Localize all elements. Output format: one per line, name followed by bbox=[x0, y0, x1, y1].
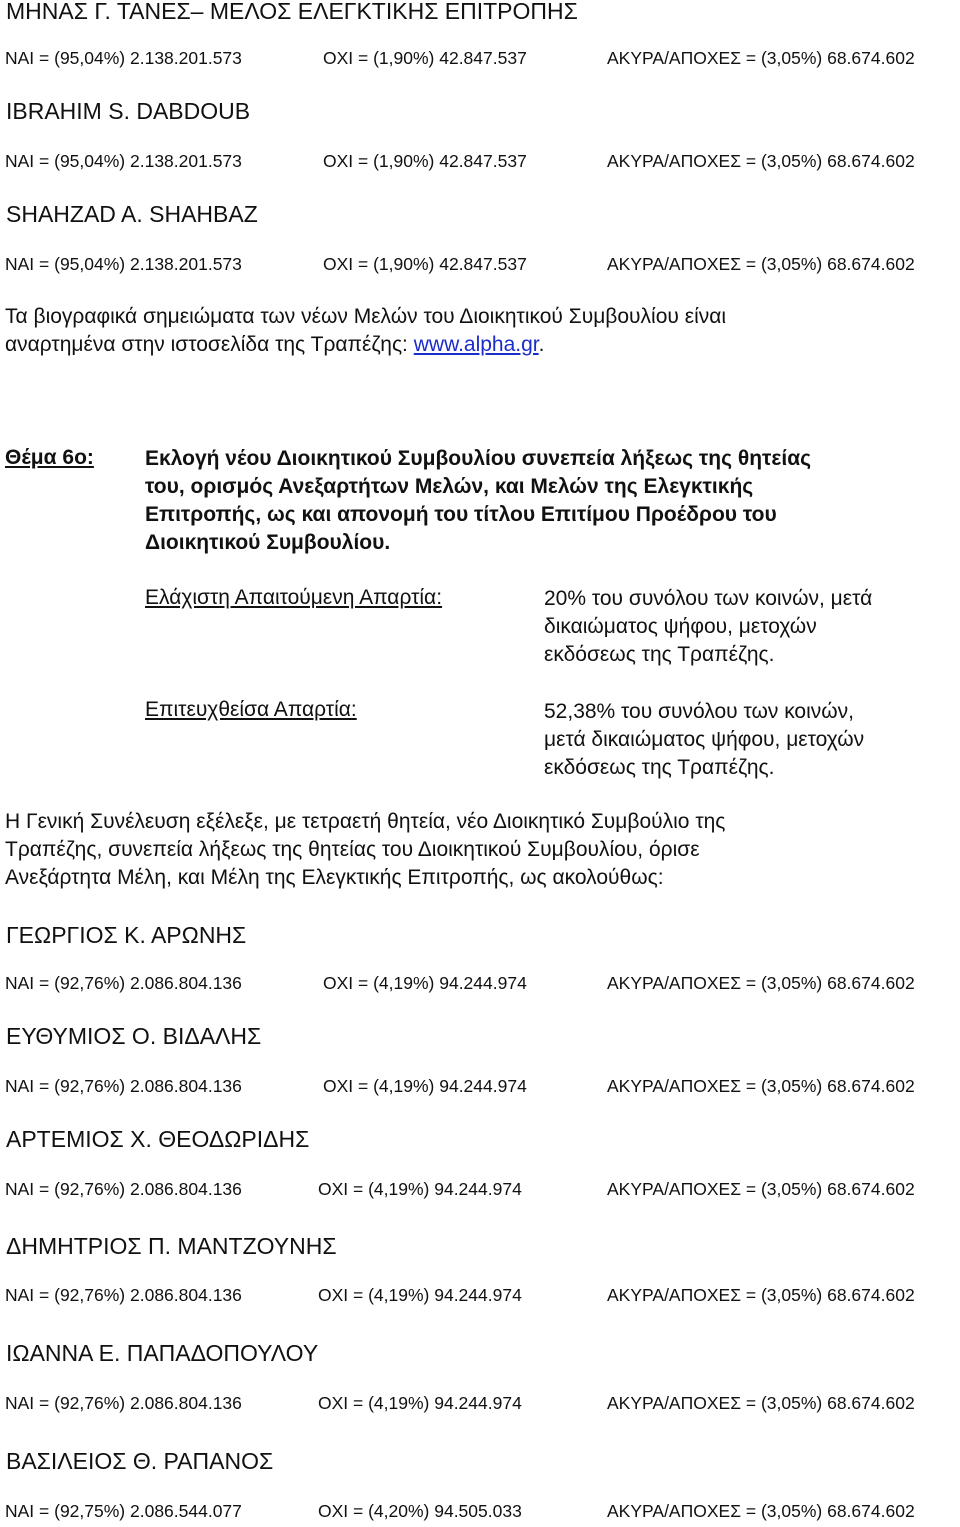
achieved-quorum-value: 52,38% του συνόλου των κοινών, bbox=[544, 700, 855, 723]
vote-abstain: ΑΚΥΡΑ/ΑΠΟΧΕΣ = (3,05%) 68.674.602 bbox=[607, 973, 915, 993]
bank-website-link[interactable]: www.alpha.gr bbox=[413, 333, 539, 356]
bio-note-line bbox=[5, 333, 544, 357]
vote-yes: ΝΑΙ = (95,04%) 2.138.201.573 bbox=[5, 151, 242, 171]
assembly-text-line: Τραπέζης, συνεπεία λήξεως της θητείας του Διοικητικού Συμβουλίου, όρισε bbox=[5, 838, 700, 861]
topic-title-line: Εκλογή νέου Διοικητικού Συμβουλίου συνεπεία λήξεως της θητείας bbox=[145, 447, 812, 470]
vote-no: ΟΧΙ = (4,19%) 94.244.974 bbox=[318, 1393, 522, 1413]
vote-abstain: ΑΚΥΡΑ/ΑΠΟΧΕΣ = (3,05%) 68.674.602 bbox=[607, 1501, 915, 1521]
vote-yes: ΝΑΙ = (92,75%) 2.086.544.077 bbox=[5, 1501, 242, 1521]
topic-label: Θέμα 6ο: bbox=[5, 446, 94, 469]
achieved-quorum-label: Επιτευχθείσα Απαρτία: bbox=[145, 698, 357, 721]
vote-no: ΟΧΙ = (1,90%) 42.847.537 bbox=[323, 151, 527, 171]
vote-yes: ΝΑΙ = (92,76%) 2.086.804.136 bbox=[5, 1393, 242, 1413]
member-name: IBRAHIM S. DABDOUB bbox=[6, 98, 251, 124]
vote-yes: ΝΑΙ = (92,76%) 2.086.804.136 bbox=[5, 1285, 242, 1305]
bio-note-line: Τα βιογραφικά σημειώματα των νέων Μελών του Διοικητικού Συμβουλίου είναι bbox=[5, 305, 727, 328]
member-name: ΒΑΣΙΛΕΙΟΣ Θ. ΡΑΠΑΝΟΣ bbox=[6, 1448, 274, 1474]
member-name: ΑΡΤΕΜΙΟΣ Χ. ΘΕΟΔΩΡΙΔΗΣ bbox=[6, 1126, 310, 1152]
vote-abstain: ΑΚΥΡΑ/ΑΠΟΧΕΣ = (3,05%) 68.674.602 bbox=[607, 48, 915, 68]
vote-abstain: ΑΚΥΡΑ/ΑΠΟΧΕΣ = (3,05%) 68.674.602 bbox=[607, 254, 915, 274]
vote-no: ΟΧΙ = (4,19%) 94.244.974 bbox=[323, 1076, 527, 1096]
vote-no: ΟΧΙ = (4,20%) 94.505.033 bbox=[318, 1501, 522, 1521]
min-quorum-value: 20% του συνόλου των κοινών, μετά bbox=[544, 587, 873, 610]
vote-abstain: ΑΚΥΡΑ/ΑΠΟΧΕΣ = (3,05%) 68.674.602 bbox=[607, 1076, 915, 1096]
vote-yes: ΝΑΙ = (92,76%) 2.086.804.136 bbox=[5, 973, 242, 993]
vote-no: ΟΧΙ = (4,19%) 94.244.974 bbox=[323, 973, 527, 993]
vote-no: ΟΧΙ = (4,19%) 94.244.974 bbox=[318, 1285, 522, 1305]
vote-abstain: ΑΚΥΡΑ/ΑΠΟΧΕΣ = (3,05%) 68.674.602 bbox=[607, 1285, 915, 1305]
vote-abstain: ΑΚΥΡΑ/ΑΠΟΧΕΣ = (3,05%) 68.674.602 bbox=[607, 1179, 915, 1199]
vote-yes: ΝΑΙ = (95,04%) 2.138.201.573 bbox=[5, 254, 242, 274]
vote-yes: ΝΑΙ = (95,04%) 2.138.201.573 bbox=[5, 48, 242, 68]
vote-abstain: ΑΚΥΡΑ/ΑΠΟΧΕΣ = (3,05%) 68.674.602 bbox=[607, 1393, 915, 1413]
member-name: ΕΥΘΥΜΙΟΣ Ο. ΒΙΔΑΛΗΣ bbox=[6, 1023, 262, 1049]
vote-no: ΟΧΙ = (1,90%) 42.847.537 bbox=[323, 254, 527, 274]
topic-title-line: Επιτροπής, ως και απονομή του τίτλου Επιτίμου Προέδρου του bbox=[145, 503, 777, 526]
min-quorum-value: δικαιώματος ψήφου, μετοχών bbox=[544, 615, 817, 638]
member-name: ΙΩΑΝΝΑ Ε. ΠΑΠΑΔΟΠΟΥΛΟΥ bbox=[6, 1340, 319, 1366]
vote-yes: ΝΑΙ = (92,76%) 2.086.804.136 bbox=[5, 1179, 242, 1199]
member-name: SHAHZAD A. SHAHBAZ bbox=[6, 201, 258, 227]
member-name: ΓΕΩΡΓΙΟΣ Κ. ΑΡΩΝΗΣ bbox=[6, 922, 247, 948]
achieved-quorum-value: εκδόσεως της Τραπέζης. bbox=[544, 756, 775, 779]
vote-no: ΟΧΙ = (4,19%) 94.244.974 bbox=[318, 1179, 522, 1199]
member-name: ΜΗΝΑΣ Γ. ΤΑΝΕΣ– ΜΕΛΟΣ ΕΛΕΓΚΤΙΚΗΣ ΕΠΙΤΡΟΠΗΣ bbox=[6, 0, 578, 24]
topic-title-line: του, ορισμός Ανεξαρτήτων Μελών, και Μελών της Ελεγκτικής bbox=[145, 475, 754, 498]
assembly-text-line: Η Γενική Συνέλευση εξέλεξε, με τετραετή θητεία, νέο Διοικητικό Συμβούλιο της bbox=[5, 810, 726, 833]
bio-note-period: . bbox=[538, 333, 545, 356]
assembly-text-line: Ανεξάρτητα Μέλη, και Μέλη της Ελεγκτικής Επιτροπής, ως ακολούθως: bbox=[5, 866, 664, 889]
achieved-quorum-value: μετά δικαιώματος ψήφου, μετοχών bbox=[544, 728, 865, 751]
vote-no: ΟΧΙ = (1,90%) 42.847.537 bbox=[323, 48, 527, 68]
topic-title-line: Διοικητικού Συμβουλίου. bbox=[145, 531, 391, 554]
bio-note-text: αναρτημένα στην ιστοσελίδα της Τραπέζης: bbox=[5, 333, 414, 356]
vote-yes: ΝΑΙ = (92,76%) 2.086.804.136 bbox=[5, 1076, 242, 1096]
min-quorum-value: εκδόσεως της Τραπέζης. bbox=[544, 643, 775, 666]
vote-abstain: ΑΚΥΡΑ/ΑΠΟΧΕΣ = (3,05%) 68.674.602 bbox=[607, 151, 915, 171]
member-name: ΔΗΜΗΤΡΙΟΣ Π. ΜΑΝΤΖΟΥΝΗΣ bbox=[6, 1233, 337, 1259]
min-quorum-label: Ελάχιστη Απαιτούμενη Απαρτία: bbox=[145, 586, 443, 609]
